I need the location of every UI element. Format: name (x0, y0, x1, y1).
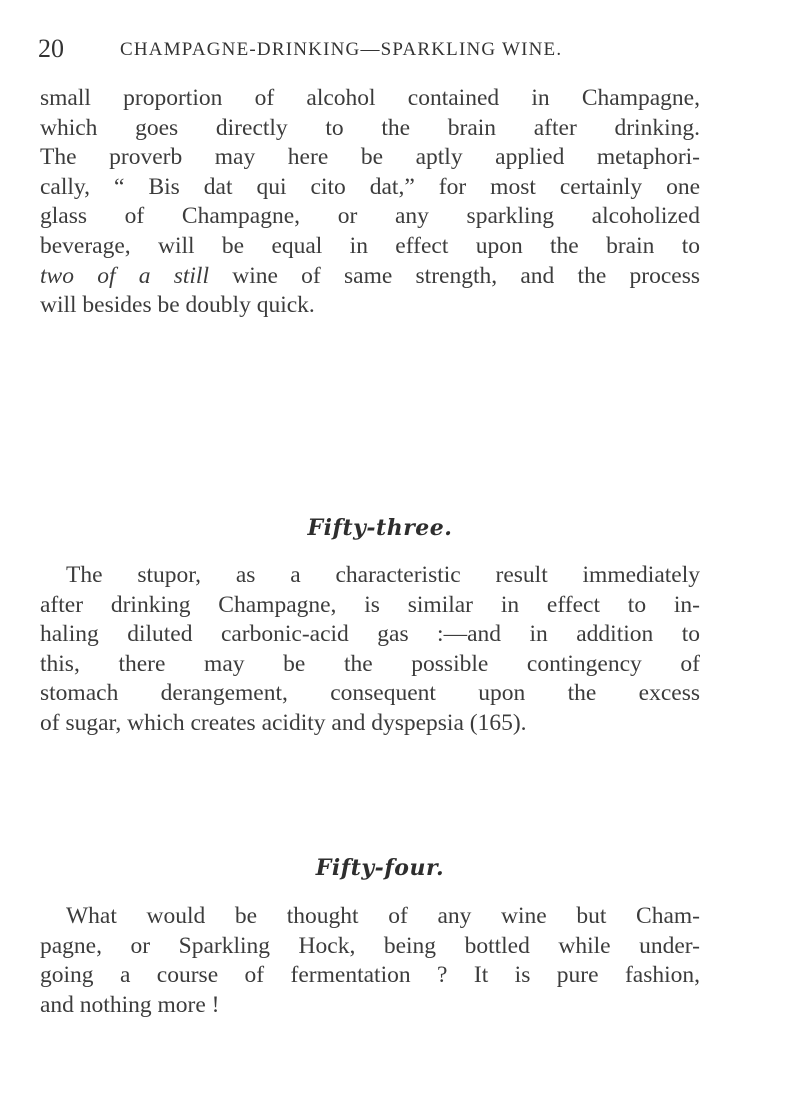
paragraph-continued (40, 84, 700, 321)
paragraph-fifty-four (40, 902, 700, 1020)
text-line: pagne, or Sparkling Hock, being bottled while under- (40, 932, 700, 959)
page-number: 20 (38, 34, 64, 63)
text-line (40, 262, 700, 292)
text-line: small proportion of alcohol contained in Champagne, (40, 85, 700, 111)
text-line: after drinking Champagne, is similar in effect to in- (40, 591, 700, 618)
section-heading-fifty-four: Fifty-four. (315, 855, 445, 881)
text-line: and nothing more ! (40, 991, 220, 1018)
text-line: The stupor, as a characteristic result immediately (66, 562, 700, 588)
text-line-rest: wine of same strength, and the process (209, 262, 700, 289)
text-line: which goes directly to the brain after drinking. (40, 114, 700, 141)
text-line: of sugar, which creates acidity and dyspepsia (165). (40, 709, 527, 736)
text-line: beverage, will be equal in effect upon the brain to (40, 232, 700, 259)
running-head-title: CHAMPAGNE-DRINKING—SPARKLING WINE. (120, 39, 563, 60)
italic-phrase: two of a still (40, 262, 209, 289)
section-heading-fifty-three: Fifty-three. (307, 515, 453, 541)
text-line: The proverb may here be aptly applied metaphori- (40, 144, 700, 171)
text-line: glass of Champagne, or any sparkling alcoholized (40, 203, 700, 230)
text-line: going a course of fermentation ? It is pure fashion, (40, 962, 700, 989)
text-line: cally, “ Bis dat qui cito dat,” for most certainly one (40, 173, 700, 200)
text-line: this, there may be the possible contingency of (40, 650, 700, 677)
text-line: stomach derangement, consequent upon the excess (40, 680, 700, 707)
running-head (38, 34, 728, 64)
paragraph-fifty-three (40, 561, 700, 739)
text-line: will besides be doubly quick. (40, 292, 315, 319)
text-line: haling diluted carbonic-acid gas :—and in addition to (40, 621, 700, 648)
text-line: What would be thought of any wine but Cham- (66, 903, 700, 929)
